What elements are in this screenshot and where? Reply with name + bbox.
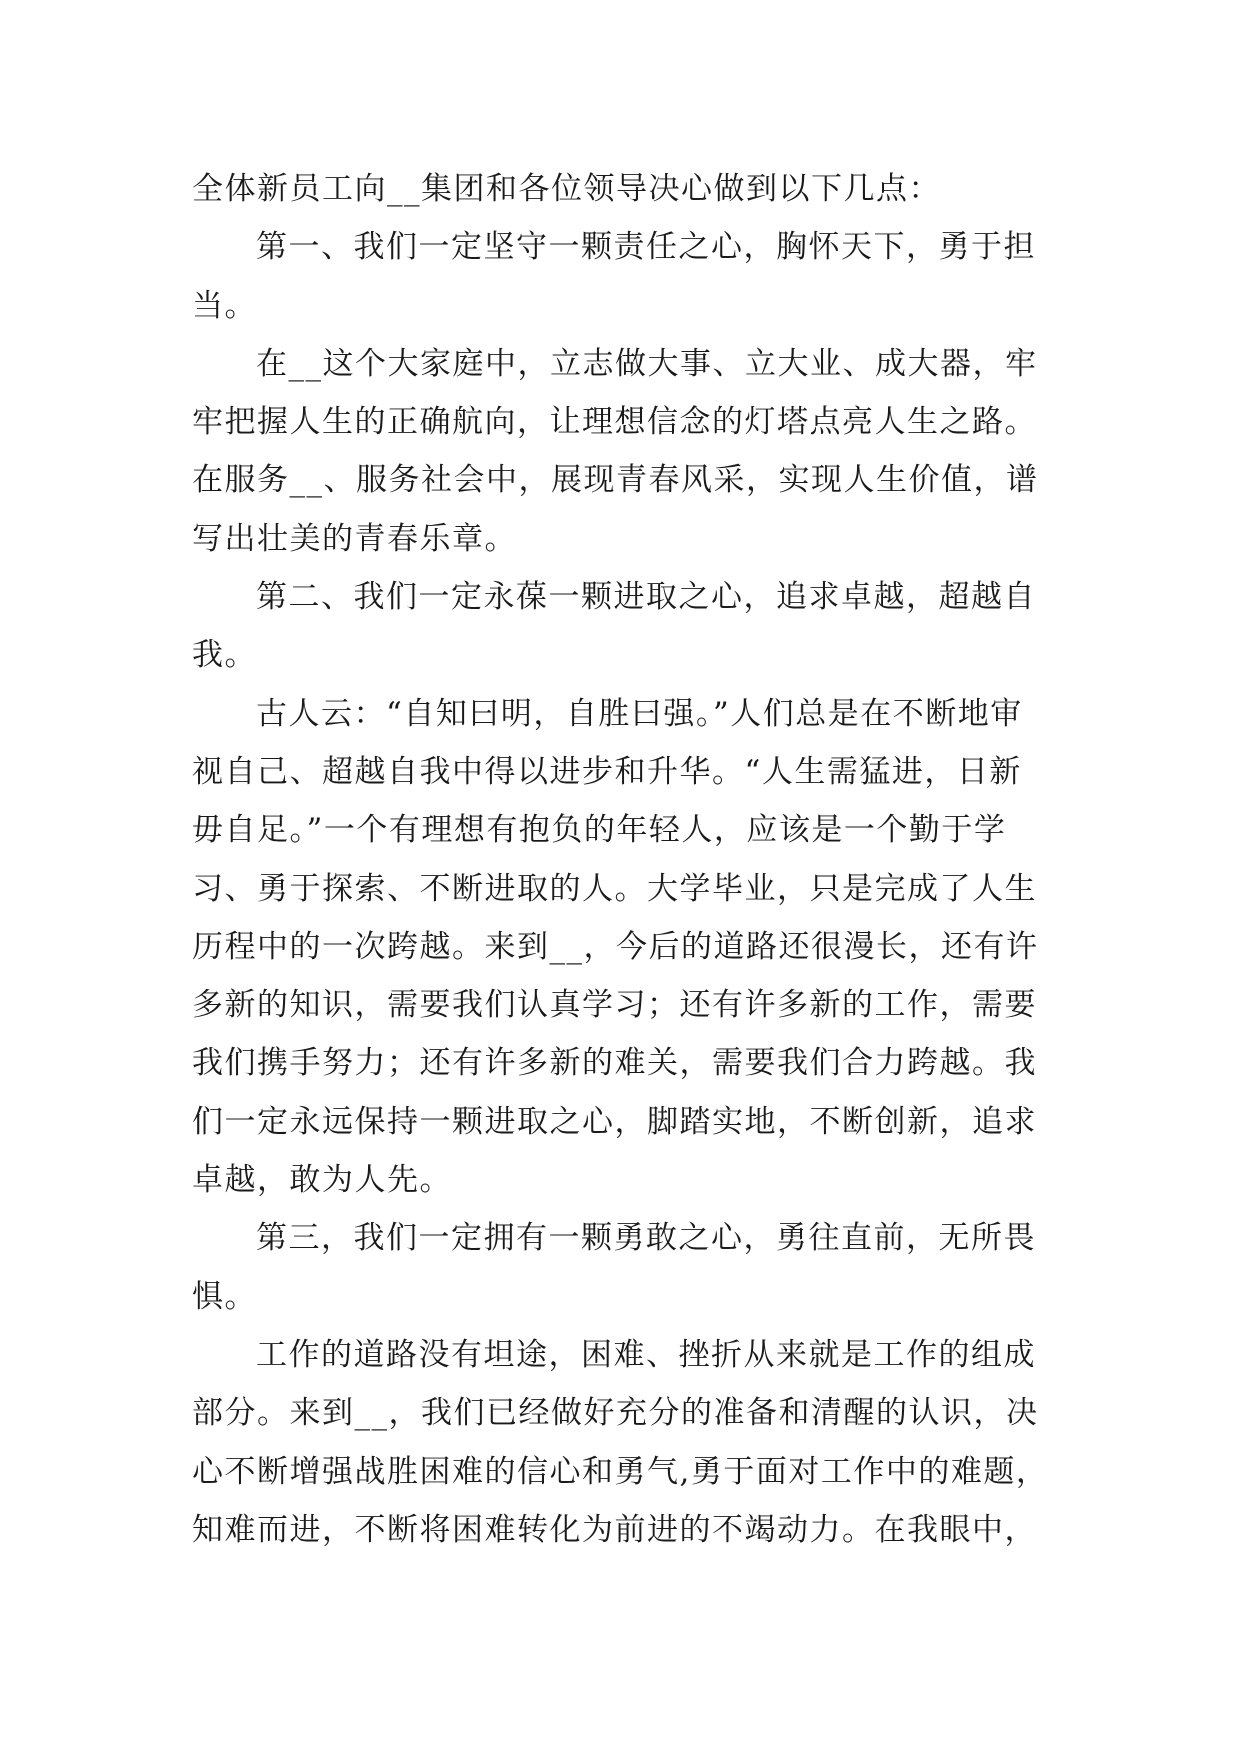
body-text — [192, 160, 1054, 1559]
text-line: 部分。来到__，我们已经做好充分的准备和清醒的认识，决 — [192, 1395, 1039, 1432]
text-line: 历程中的一次跨越。来到__，今后的道路还很漫长，还有许 — [192, 928, 1039, 965]
text-line: 多新的知识，需要我们认真学习；还有许多新的工作，需要 — [192, 987, 1037, 1024]
text-line: 知难而进，不断将困难转化为前进的不竭动力。在我眼中， — [192, 1511, 1037, 1548]
text-line: 视自己、超越自我中得以进步和升华。“人生需猛进，日新 — [192, 753, 1022, 790]
text-line: 第二、我们一定永葆一颗进取之心，追求卓越，超越自 — [256, 579, 1036, 616]
text-line: 写出壮美的青春乐章。 — [192, 520, 517, 557]
text-line: 在服务__、服务社会中，展现青春风采，实现人生价值，谱 — [192, 462, 1039, 499]
text-line: 牢把握人生的正确航向，让理想信念的灯塔点亮人生之路。 — [192, 404, 1037, 441]
text-line: 古人云：“自知曰明，自胜曰强。”人们总是在不断地审 — [256, 695, 1023, 732]
text-line: 我们携手努力；还有许多新的难关，需要我们合力跨越。我 — [192, 1045, 1037, 1082]
text-line: 习、勇于探索、不断进取的人。大学毕业，只是完成了人生 — [192, 870, 1037, 907]
text-line: 在__这个大家庭中，立志做大事、立大业、成大器，牢 — [256, 345, 1038, 382]
text-line: 全体新员工向__集团和各位领导决心做到以下几点： — [192, 171, 941, 207]
text-line: 毋自足。”一个有理想有抱负的年轻人，应该是一个勤于学 — [192, 812, 1007, 849]
text-line: 惧。 — [192, 1278, 257, 1315]
text-line: 心不断增强战胜困难的信心和勇气,勇于面对工作中的难题， — [192, 1453, 1049, 1490]
text-line: 卓越，敢为人先。 — [192, 1162, 452, 1199]
text-line: 我。 — [192, 637, 257, 674]
text-line: 工作的道路没有坦途，困难、挫折从来就是工作的组成 — [256, 1336, 1036, 1373]
text-line: 第一、我们一定坚守一颗责任之心，胸怀天下，勇于担 — [256, 229, 1036, 266]
text-line: 第三，我们一定拥有一颗勇敢之心，勇往直前，无所畏 — [256, 1220, 1036, 1257]
text-line: 们一定永远保持一颗进取之心，脚踏实地，不断创新，追求 — [192, 1103, 1037, 1140]
text-line: 当。 — [192, 287, 257, 324]
